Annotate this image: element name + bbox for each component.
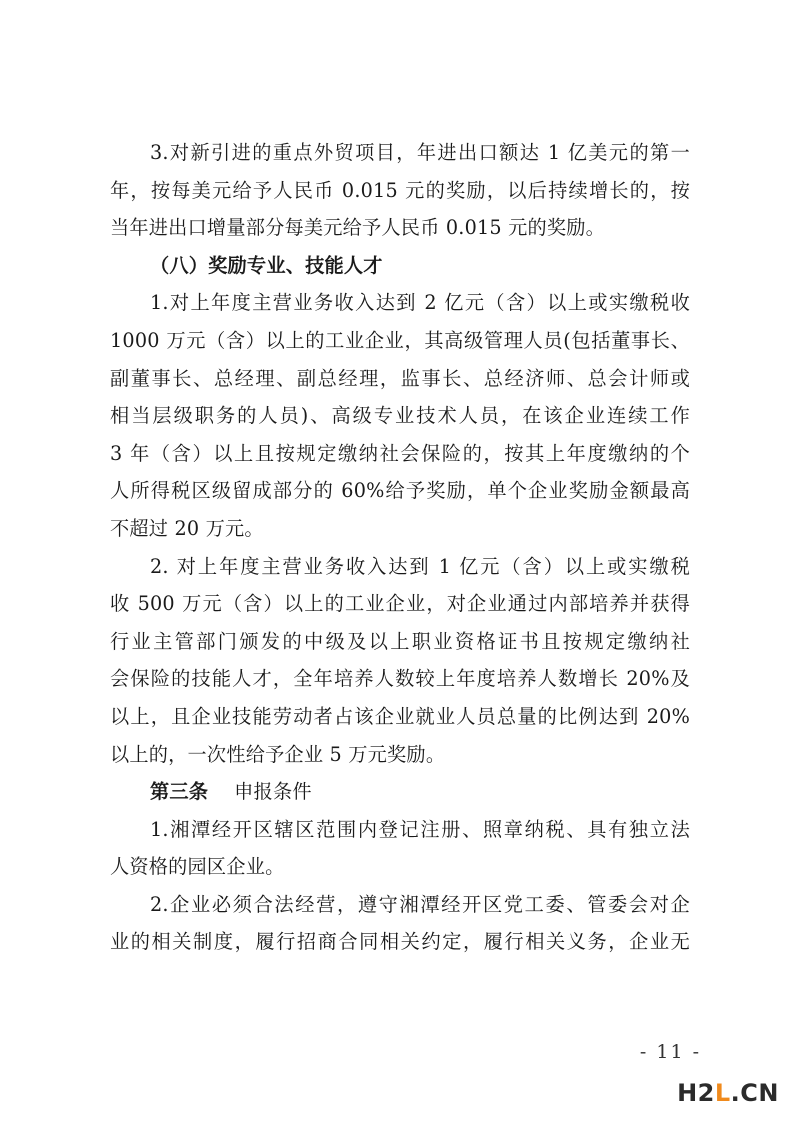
text-line: 收 500 万元（含）以上的工业企业，对企业通过内部培养并获得	[110, 592, 690, 616]
text-line: 3 年（含）以上且按规定缴纳社会保险的，按其上年度缴纳的个	[110, 441, 690, 465]
section-heading	[110, 247, 690, 285]
text-line: 以上的，一次性给予企业 5 万元奖励。	[110, 742, 446, 766]
section-heading-text: （八）奖励专业、技能人才	[150, 253, 383, 277]
article-title: 申报条件	[234, 780, 312, 804]
text-line: 年，按每美元给予人民币 0.015 元的奖励，以后持续增长的，按	[110, 178, 690, 202]
watermark-part: L	[714, 1079, 731, 1107]
article-heading	[110, 773, 690, 811]
paragraph-item-8-2	[110, 548, 690, 774]
text-line: 1.对上年度主营业务收入达到 2 亿元（含）以上或实缴税收	[150, 291, 690, 315]
article-label: 第三条	[150, 780, 209, 804]
watermark-part: .CN	[730, 1079, 779, 1107]
paragraph-condition-1	[110, 811, 690, 886]
text-line: 人所得税区级留成部分的 60%给予奖励，单个企业奖励金额最高	[110, 479, 690, 503]
text-line: 副董事长、总经理、副总经理，监事长、总经济师、总会计师或	[110, 366, 690, 390]
site-watermark-logo	[677, 1079, 779, 1107]
text-line: 1000 万元（含）以上的工业企业，其高级管理人员(包括董事长、	[110, 328, 690, 352]
paragraph-condition-2	[110, 886, 690, 961]
text-line: 当年进出口增量部分每美元给予人民币 0.015 元的奖励。	[110, 216, 606, 240]
text-line: 业的相关制度，履行招商合同相关约定，履行相关义务，企业无	[110, 930, 690, 954]
paragraph-item-8-1	[110, 284, 690, 547]
document-body	[110, 134, 690, 961]
text-line: 人资格的园区企业。	[110, 855, 285, 879]
text-line: 相当层级职务的人员)、高级专业技术人员，在该企业连续工作	[110, 404, 690, 428]
text-line: 行业主管部门颁发的中级及以上职业资格证书且按规定缴纳社	[110, 629, 690, 653]
text-line: 2. 对上年度主营业务收入达到 1 亿元（含）以上或实缴税	[150, 554, 690, 578]
text-line: 1.湘潭经开区辖区范围内登记注册、照章纳税、具有独立法	[150, 817, 690, 841]
text-line: 不超过 20 万元。	[110, 516, 264, 540]
text-line: 3.对新引进的重点外贸项目，年进出口额达 1 亿美元的第一	[150, 141, 690, 164]
watermark-part: H2	[677, 1079, 715, 1107]
page-number: - 11 -	[639, 1041, 701, 1063]
text-line: 以上，且企业技能劳动者占该企业就业人员总量的比例达到 20%	[110, 704, 690, 728]
paragraph-item-3	[110, 134, 690, 247]
text-line: 2.企业必须合法经营，遵守湘潭经开区党工委、管委会对企	[150, 892, 690, 916]
text-line: 会保险的技能人才，全年培养人数较上年度培养人数增长 20%及	[110, 667, 690, 691]
